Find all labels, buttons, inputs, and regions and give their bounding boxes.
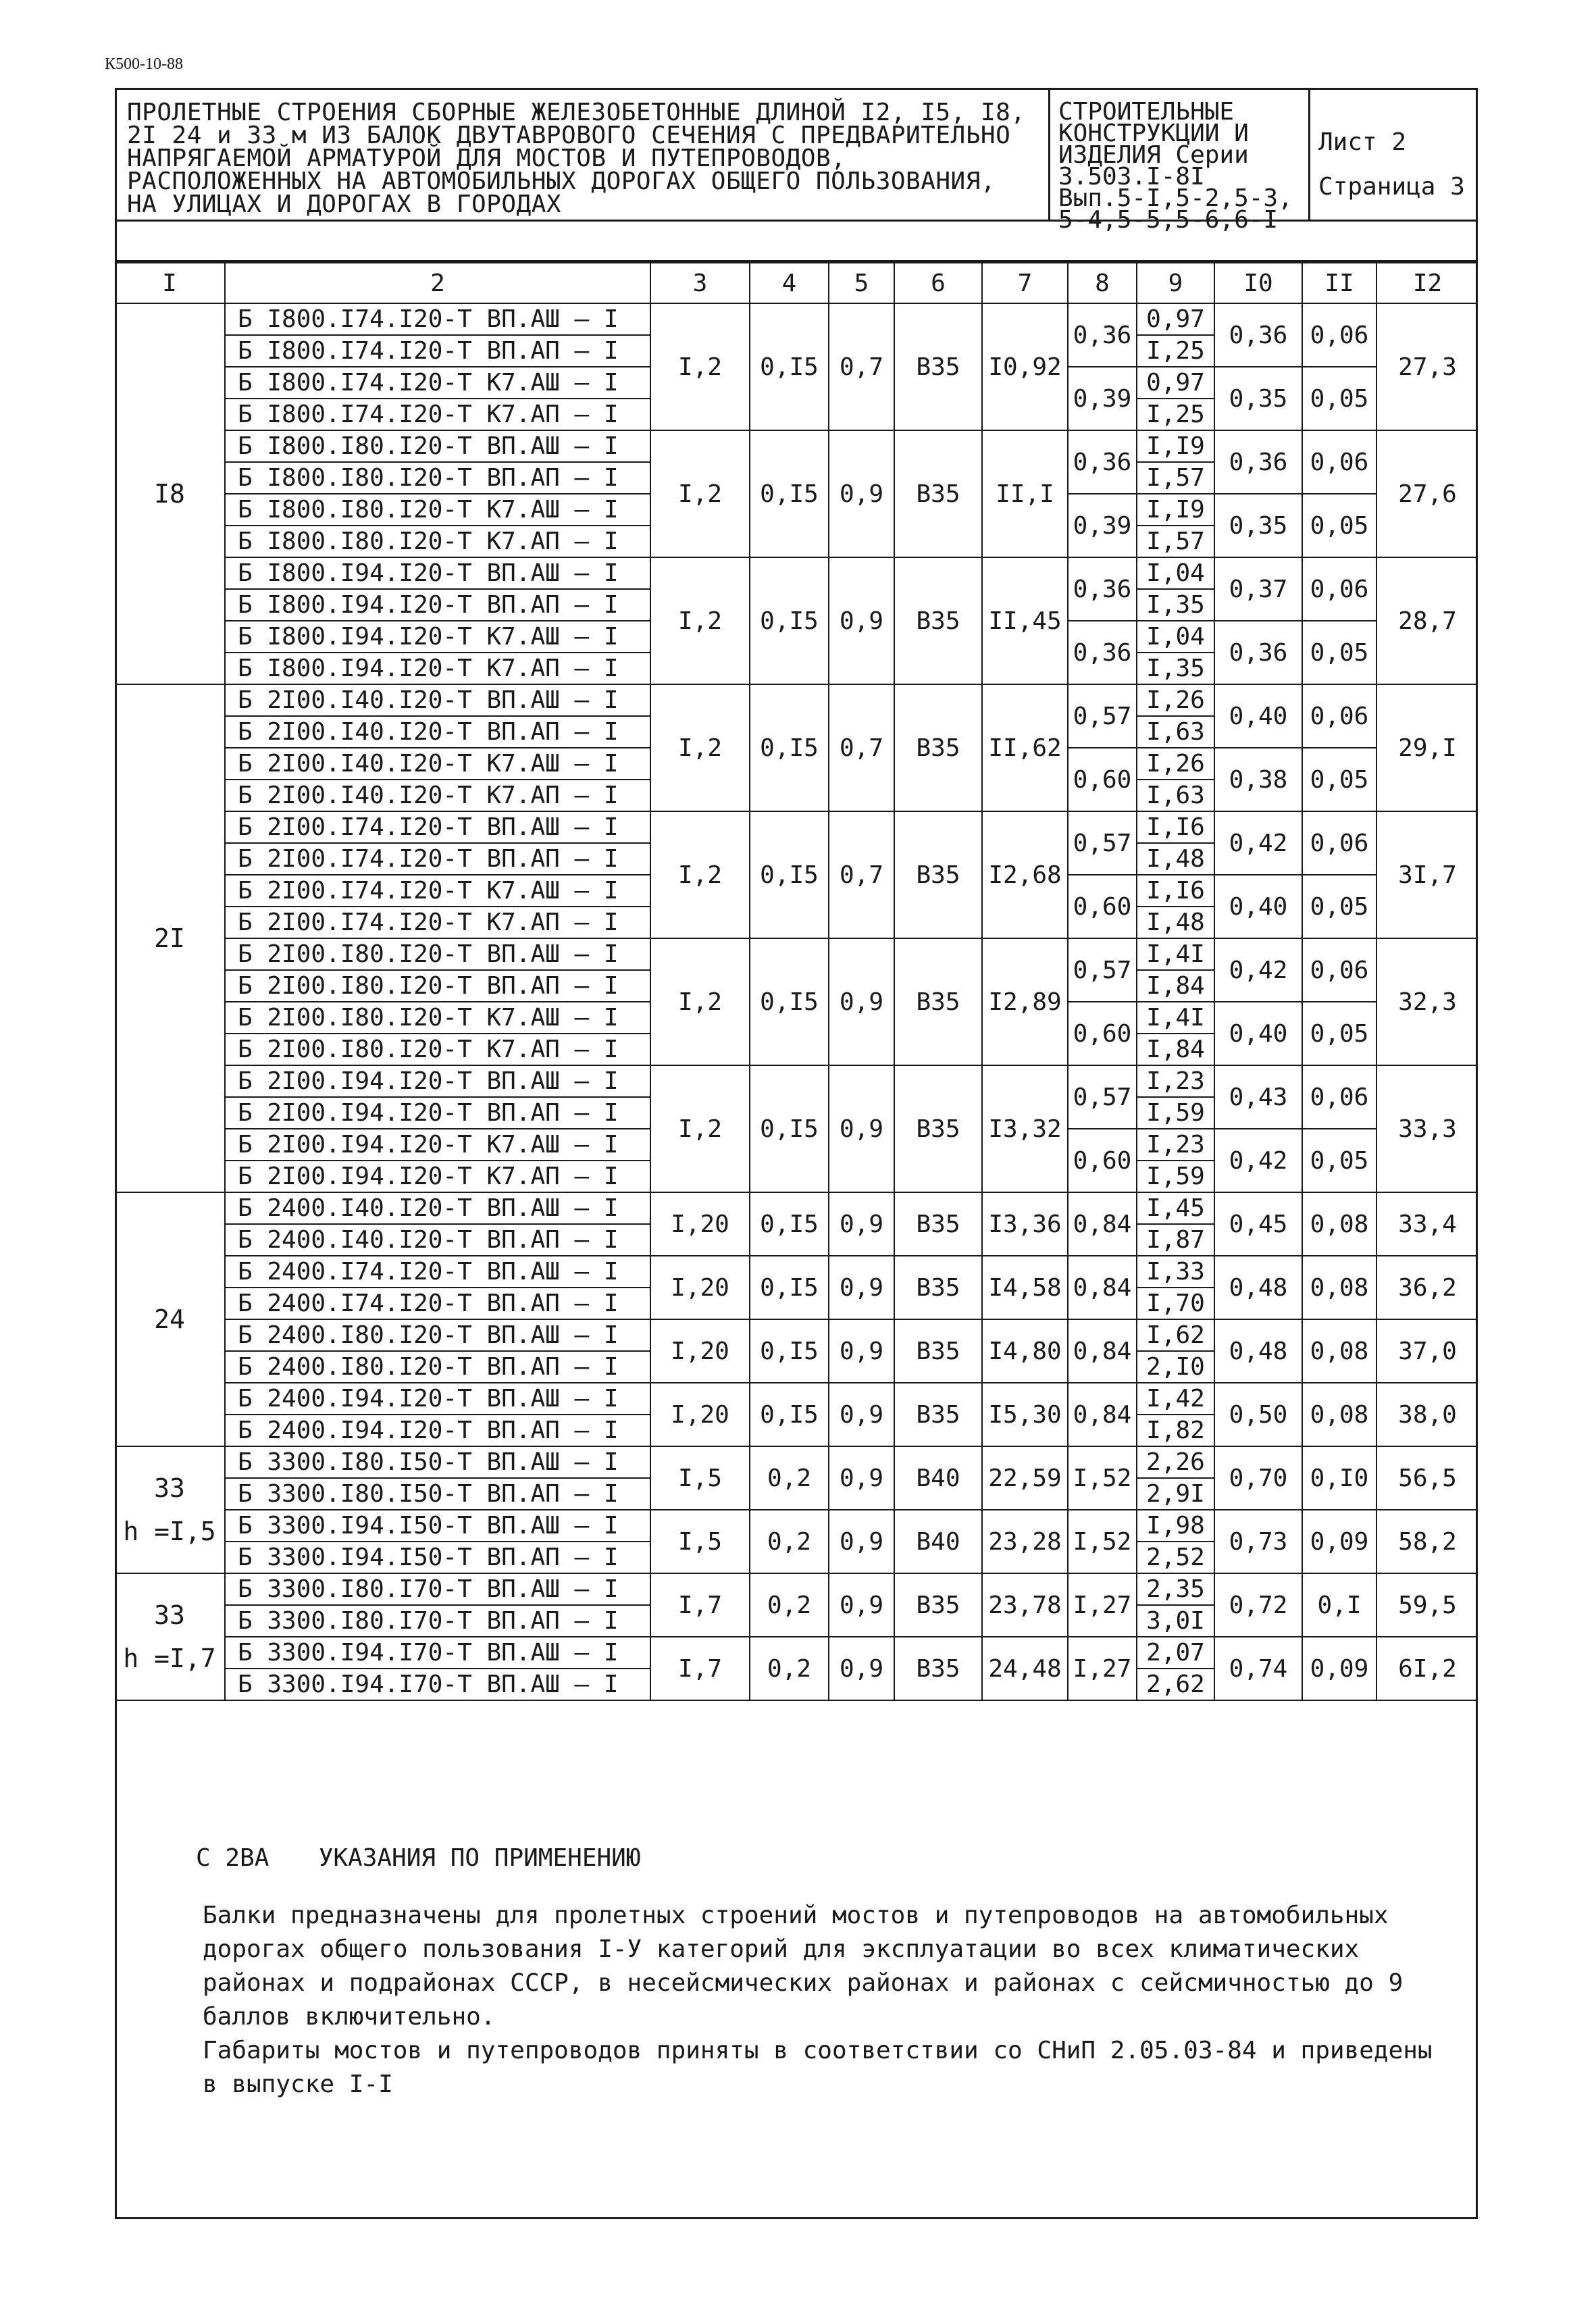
cell-concrete-class: В35 <box>894 303 982 430</box>
cell-concrete-class: В40 <box>894 1510 982 1573</box>
cell-col-9: I,35 <box>1137 653 1214 684</box>
cell-col-9: I,I6 <box>1137 811 1214 843</box>
cell-col-7: I0,92 <box>982 303 1068 430</box>
cell-col-9: I,04 <box>1137 557 1214 589</box>
beam-mark: Б 2400.I94.I20-Т ВП.АШ – I <box>225 1383 650 1415</box>
beam-mark: Б 3300.I94.I50-Т ВП.АП – I <box>225 1542 650 1573</box>
table-row <box>115 684 1478 716</box>
cell-col-3: I,2 <box>650 303 750 430</box>
cell-col-8: 0,84 <box>1068 1192 1137 1256</box>
cell-col-7: 23,28 <box>982 1510 1068 1573</box>
cell-col-10: 0,48 <box>1214 1256 1302 1319</box>
beam-mark: Б 2I00.I74.I20-Т ВП.АШ – I <box>225 811 650 843</box>
cell-col-9: 2,I0 <box>1137 1351 1214 1383</box>
span-group-label <box>115 1192 225 1446</box>
cell-col-12: 38,0 <box>1376 1383 1478 1446</box>
cell-col-9: I,35 <box>1137 589 1214 621</box>
beam-mark: Б 3300.I94.I70-Т ВП.АШ – I <box>225 1669 650 1700</box>
cell-col-12: 56,5 <box>1376 1446 1478 1510</box>
cell-col-8: 0,60 <box>1068 875 1137 938</box>
cell-col-12: 3I,7 <box>1376 811 1478 938</box>
column-header: 3 <box>650 263 750 303</box>
cell-col-3: I,2 <box>650 938 750 1065</box>
cell-col-12: 37,0 <box>1376 1319 1478 1383</box>
cell-col-8: 0,57 <box>1068 1065 1137 1129</box>
cell-col-10: 0,42 <box>1214 938 1302 1002</box>
cell-col-8: 0,57 <box>1068 938 1137 1002</box>
cell-col-4: 0,I5 <box>750 1319 829 1383</box>
notes-heading: УКАЗАНИЯ ПО ПРИМЕНЕНИЮ <box>318 1844 641 1872</box>
table-row <box>115 938 1478 970</box>
cell-col-12: 36,2 <box>1376 1256 1478 1319</box>
cell-col-3: I,2 <box>650 557 750 684</box>
cell-col-4: 0,I5 <box>750 811 829 938</box>
beam-mark: Б 2I00.I80.I20-Т ВП.АП – I <box>225 970 650 1002</box>
cell-col-5: 0,9 <box>829 1192 894 1256</box>
cell-col-12: 27,6 <box>1376 430 1478 557</box>
beam-mark: Б 3300.I80.I70-Т ВП.АШ – I <box>225 1573 650 1605</box>
table-row <box>115 1510 1478 1542</box>
cell-col-9: I,26 <box>1137 748 1214 780</box>
cell-col-9: I,25 <box>1137 399 1214 430</box>
cell-col-3: I,2 <box>650 1065 750 1192</box>
cell-col-9: I,04 <box>1137 621 1214 653</box>
cell-col-11: 0,06 <box>1302 684 1376 748</box>
cell-col-4: 0,2 <box>750 1510 829 1573</box>
column-header: II <box>1302 263 1376 303</box>
cell-col-8: I,27 <box>1068 1573 1137 1637</box>
cell-col-10: 0,40 <box>1214 875 1302 938</box>
cell-col-9: I,4I <box>1137 1002 1214 1034</box>
cell-col-7: I3,32 <box>982 1065 1068 1192</box>
cell-col-11: 0,08 <box>1302 1383 1376 1446</box>
table-row <box>115 811 1478 843</box>
beam-mark: Б I800.I74.I20-Т ВП.АП – I <box>225 335 650 367</box>
cell-col-9: I,82 <box>1137 1415 1214 1446</box>
cell-col-9: 0,97 <box>1137 303 1214 335</box>
cell-col-11: 0,06 <box>1302 938 1376 1002</box>
cell-col-10: 0,43 <box>1214 1065 1302 1129</box>
cell-col-9: 2,62 <box>1137 1669 1214 1700</box>
cell-col-9: I,57 <box>1137 526 1214 557</box>
cell-col-7: I3,36 <box>982 1192 1068 1256</box>
cell-col-11: 0,I0 <box>1302 1446 1376 1510</box>
cell-concrete-class: В35 <box>894 684 982 811</box>
cell-col-11: 0,06 <box>1302 303 1376 367</box>
beam-mark: Б I800.I94.I20-Т К7.АШ – I <box>225 621 650 653</box>
cell-col-5: 0,9 <box>829 938 894 1065</box>
cell-col-9: I,45 <box>1137 1192 1214 1224</box>
cell-col-8: I,27 <box>1068 1637 1137 1700</box>
span-length: 2I <box>154 923 185 953</box>
beam-mark: Б 2I00.I74.I20-Т ВП.АП – I <box>225 843 650 875</box>
beam-mark: Б 2400.I40.I20-Т ВП.АШ – I <box>225 1192 650 1224</box>
beam-mark: Б 3300.I94.I70-Т ВП.АШ – I <box>225 1637 650 1669</box>
table-row <box>115 557 1478 589</box>
cell-col-12: 33,3 <box>1376 1065 1478 1192</box>
beam-mark: Б 2I00.I40.I20-Т К7.АШ – I <box>225 748 650 780</box>
table-row <box>115 1446 1478 1478</box>
beam-mark: Б I800.I80.I20-Т К7.АШ – I <box>225 494 650 526</box>
cell-col-8: 0,36 <box>1068 303 1137 367</box>
table-row <box>115 1383 1478 1415</box>
cell-col-9: I,59 <box>1137 1097 1214 1129</box>
table-header <box>115 263 1478 303</box>
beam-mark: Б 2400.I74.I20-Т ВП.АП – I <box>225 1288 650 1319</box>
beam-mark: Б 2I00.I74.I20-Т К7.АП – I <box>225 907 650 938</box>
cell-col-4: 0,I5 <box>750 1383 829 1446</box>
cell-col-5: 0,7 <box>829 684 894 811</box>
cell-col-3: I,5 <box>650 1510 750 1573</box>
cell-col-5: 0,9 <box>829 1319 894 1383</box>
cell-col-11: 0,06 <box>1302 811 1376 875</box>
span-length: 33 <box>154 1473 185 1503</box>
cell-col-4: 0,I5 <box>750 557 829 684</box>
cell-col-11: 0,06 <box>1302 1065 1376 1129</box>
cell-col-11: 0,09 <box>1302 1637 1376 1700</box>
cell-col-8: 0,36 <box>1068 430 1137 494</box>
beam-mark: Б 3300.I80.I70-Т ВП.АП – I <box>225 1605 650 1637</box>
cell-col-5: 0,7 <box>829 303 894 430</box>
cell-col-10: 0,37 <box>1214 557 1302 621</box>
column-header: 4 <box>750 263 829 303</box>
cell-col-9: I,26 <box>1137 684 1214 716</box>
notes-heading-row <box>196 1844 1452 1872</box>
cell-col-12: 6I,2 <box>1376 1637 1478 1700</box>
cell-col-9: 2,52 <box>1137 1542 1214 1573</box>
cell-concrete-class: В35 <box>894 938 982 1065</box>
table-row <box>115 1637 1478 1669</box>
span-length: I8 <box>154 479 185 509</box>
cell-col-12: 33,4 <box>1376 1192 1478 1256</box>
cell-col-11: 0,08 <box>1302 1256 1376 1319</box>
cell-col-8: 0,84 <box>1068 1383 1137 1446</box>
beam-mark: Б I800.I94.I20-Т К7.АП – I <box>225 653 650 684</box>
cell-col-9: I,42 <box>1137 1383 1214 1415</box>
table-row <box>115 1256 1478 1288</box>
cell-col-4: 0,I5 <box>750 938 829 1065</box>
cell-col-12: 58,2 <box>1376 1510 1478 1573</box>
specification-table <box>115 262 1478 1701</box>
cell-col-3: I,5 <box>650 1446 750 1510</box>
cell-col-3: I,2 <box>650 684 750 811</box>
cell-col-9: I,57 <box>1137 462 1214 494</box>
cell-col-3: I,20 <box>650 1192 750 1256</box>
cell-col-9: I,4I <box>1137 938 1214 970</box>
beam-mark: Б 2I00.I94.I20-Т ВП.АШ – I <box>225 1065 650 1097</box>
cell-col-9: I,I9 <box>1137 430 1214 462</box>
beam-mark: Б 2I00.I74.I20-Т К7.АШ – I <box>225 875 650 907</box>
cell-col-7: I2,89 <box>982 938 1068 1065</box>
cell-col-9: 2,9I <box>1137 1478 1214 1510</box>
cell-col-10: 0,50 <box>1214 1383 1302 1446</box>
cell-col-4: 0,I5 <box>750 1192 829 1256</box>
cell-col-8: 0,39 <box>1068 494 1137 557</box>
cell-col-7: I2,68 <box>982 811 1068 938</box>
beam-height: h =I,7 <box>123 1644 216 1673</box>
beam-mark: Б I800.I94.I20-Т ВП.АШ – I <box>225 557 650 589</box>
cell-col-7: I4,58 <box>982 1256 1068 1319</box>
beam-height: h =I,5 <box>123 1517 216 1546</box>
cell-col-12: 29,I <box>1376 684 1478 811</box>
cell-col-9: I,23 <box>1137 1129 1214 1161</box>
cell-col-9: I,63 <box>1137 716 1214 748</box>
cell-col-10: 0,38 <box>1214 748 1302 811</box>
beam-mark: Б 2400.I40.I20-Т ВП.АП – I <box>225 1224 650 1256</box>
cell-col-8: 0,60 <box>1068 748 1137 811</box>
cell-concrete-class: В40 <box>894 1446 982 1510</box>
beam-mark: Б I800.I80.I20-Т ВП.АП – I <box>225 462 650 494</box>
cell-col-3: I,2 <box>650 430 750 557</box>
cell-col-9: 0,97 <box>1137 367 1214 399</box>
cell-col-5: 0,9 <box>829 1637 894 1700</box>
cell-col-9: I,59 <box>1137 1161 1214 1192</box>
page-number: Страница 3 <box>1318 173 1465 201</box>
cell-col-5: 0,9 <box>829 557 894 684</box>
cell-col-8: 0,57 <box>1068 684 1137 748</box>
cell-col-9: I,84 <box>1137 970 1214 1002</box>
cell-col-9: 2,26 <box>1137 1446 1214 1478</box>
cell-col-11: 0,05 <box>1302 748 1376 811</box>
span-length: 24 <box>154 1304 185 1334</box>
header-spacer <box>115 222 1478 262</box>
cell-col-11: 0,I <box>1302 1573 1376 1637</box>
beam-mark: Б I800.I94.I20-Т ВП.АП – I <box>225 589 650 621</box>
cell-col-4: 0,I5 <box>750 430 829 557</box>
beam-mark: Б 2400.I74.I20-Т ВП.АШ – I <box>225 1256 650 1288</box>
cell-col-9: 3,0I <box>1137 1605 1214 1637</box>
cell-concrete-class: В35 <box>894 1637 982 1700</box>
cell-col-3: I,2 <box>650 811 750 938</box>
cell-col-5: 0,9 <box>829 1510 894 1573</box>
beam-mark: Б 2I00.I80.I20-Т К7.АП – I <box>225 1034 650 1065</box>
cell-col-11: 0,05 <box>1302 367 1376 430</box>
series-info: СТРОИТЕЛЬНЫЕ КОНСТРУКЦИИ И ИЗДЕЛИЯ Серии 3.503.I-8I Вып.5-I,5-2,5-3, 5-4,5-5,5-6,6-I <box>1050 88 1310 220</box>
title-block <box>115 88 1478 234</box>
cell-col-5: 0,9 <box>829 1383 894 1446</box>
beam-mark: Б 2400.I94.I20-Т ВП.АП – I <box>225 1415 650 1446</box>
cell-col-8: I,52 <box>1068 1510 1137 1573</box>
cell-col-7: I5,30 <box>982 1383 1068 1446</box>
cell-col-7: I4,80 <box>982 1319 1068 1383</box>
cell-col-10: 0,73 <box>1214 1510 1302 1573</box>
cell-concrete-class: В35 <box>894 1065 982 1192</box>
document-code: К500-10-88 <box>105 55 183 73</box>
cell-col-5: 0,7 <box>829 811 894 938</box>
cell-col-4: 0,2 <box>750 1446 829 1510</box>
cell-col-11: 0,06 <box>1302 430 1376 494</box>
cell-concrete-class: В35 <box>894 1192 982 1256</box>
cell-col-9: I,84 <box>1137 1034 1214 1065</box>
cell-col-10: 0,42 <box>1214 811 1302 875</box>
sheet-info <box>1310 88 1478 220</box>
cell-col-10: 0,72 <box>1214 1573 1302 1637</box>
cell-col-4: 0,I5 <box>750 684 829 811</box>
cell-col-9: 2,35 <box>1137 1573 1214 1605</box>
beam-mark: Б 3300.I94.I50-Т ВП.АШ – I <box>225 1510 650 1542</box>
cell-col-9: I,62 <box>1137 1319 1214 1351</box>
table-row <box>115 1573 1478 1605</box>
cell-col-4: 0,2 <box>750 1637 829 1700</box>
cell-col-3: I,7 <box>650 1637 750 1700</box>
cell-col-5: 0,9 <box>829 1065 894 1192</box>
cell-col-12: 32,3 <box>1376 938 1478 1065</box>
beam-mark: Б I800.I80.I20-Т ВП.АШ – I <box>225 430 650 462</box>
notes-paragraph-1: Балки предназначены для пролетных строений мостов и путепроводов на автомобильных дорогах общего пользования I-У категорий для эксплуатации во всех климатических районах и подрайонах СССР, в несейсмических районах и районах с сейсмичностью до 9 баллов включительно. <box>203 1902 1404 2031</box>
column-header: I <box>115 263 225 303</box>
span-group-label <box>115 303 225 684</box>
cell-col-9: I,48 <box>1137 843 1214 875</box>
cell-col-4: 0,I5 <box>750 303 829 430</box>
cell-col-10: 0,35 <box>1214 367 1302 430</box>
cell-col-11: 0,05 <box>1302 1129 1376 1192</box>
cell-concrete-class: В35 <box>894 811 982 938</box>
cell-col-8: 0,39 <box>1068 367 1137 430</box>
beam-mark: Б I800.I74.I20-Т К7.АП – I <box>225 399 650 430</box>
cell-col-9: I,25 <box>1137 335 1214 367</box>
table-row <box>115 1065 1478 1097</box>
cell-col-10: 0,35 <box>1214 494 1302 557</box>
cell-col-11: 0,08 <box>1302 1319 1376 1383</box>
cell-col-11: 0,05 <box>1302 1002 1376 1065</box>
cell-col-7: II,62 <box>982 684 1068 811</box>
cell-col-9: I,I9 <box>1137 494 1214 526</box>
cell-col-11: 0,05 <box>1302 621 1376 684</box>
cell-col-3: I,7 <box>650 1573 750 1637</box>
cell-col-10: 0,48 <box>1214 1319 1302 1383</box>
cell-col-11: 0,05 <box>1302 494 1376 557</box>
cell-col-9: I,33 <box>1137 1256 1214 1288</box>
beam-mark: Б I800.I74.I20-Т ВП.АШ – I <box>225 303 650 335</box>
cell-col-5: 0,9 <box>829 1446 894 1510</box>
beam-mark: Б 2I00.I80.I20-Т ВП.АШ – I <box>225 938 650 970</box>
cell-col-8: 0,36 <box>1068 621 1137 684</box>
cell-col-11: 0,09 <box>1302 1510 1376 1573</box>
cell-concrete-class: В35 <box>894 1383 982 1446</box>
beam-mark: Б 2I00.I94.I20-Т ВП.АП – I <box>225 1097 650 1129</box>
cell-col-11: 0,08 <box>1302 1192 1376 1256</box>
document-title: ПРОЛЕТНЫЕ СТРОЕНИЯ СБОРНЫЕ ЖЕЛЕЗОБЕТОННЫЕ ДЛИНОЙ I2, I5, I8, 2I 24 и 33 м ИЗ БАЛОК ДВУТАВРОВОГО СЕЧЕНИЯ С ПРЕДВАРИТЕЛЬНО НАПРЯГАЕМОЙ АРМАТУРОЙ ДЛЯ МОСТОВ И ПУТЕПРОВОДОВ, РАСПОЛОЖЕННЫХ НА АВТОМОБИЛЬНЫХ ДОРОГАХ ОБЩЕГО ПОЛЬЗОВАНИЯ, НА УЛИЦАХ И ДОРОГАХ В ГОРОДАХ <box>115 88 1050 220</box>
span-group-label <box>115 1446 225 1573</box>
cell-col-8: 0,60 <box>1068 1129 1137 1192</box>
cell-col-10: 0,36 <box>1214 430 1302 494</box>
beam-mark: Б 2I00.I94.I20-Т К7.АП – I <box>225 1161 650 1192</box>
cell-concrete-class: В35 <box>894 1256 982 1319</box>
cell-col-12: 28,7 <box>1376 557 1478 684</box>
cell-col-9: I,23 <box>1137 1065 1214 1097</box>
column-header: 6 <box>894 263 982 303</box>
beam-mark: Б 2I00.I40.I20-Т ВП.АП – I <box>225 716 650 748</box>
beam-mark: Б 3300.I80.I50-Т ВП.АП – I <box>225 1478 650 1510</box>
beam-mark: Б 2400.I80.I20-Т ВП.АШ – I <box>225 1319 650 1351</box>
beam-mark: Б 2I00.I94.I20-Т К7.АШ – I <box>225 1129 650 1161</box>
span-group-label <box>115 684 225 1192</box>
cell-col-11: 0,05 <box>1302 875 1376 938</box>
cell-col-3: I,20 <box>650 1383 750 1446</box>
cell-col-5: 0,9 <box>829 1256 894 1319</box>
cell-concrete-class: В35 <box>894 1573 982 1637</box>
cell-col-7: II,I <box>982 430 1068 557</box>
cell-col-4: 0,I5 <box>750 1065 829 1192</box>
notes-paragraph-2: Габариты мостов и путепроводов приняты в соответствии со СНиП 2.05.03-84 и приведены в выпуске I-I <box>203 2037 1433 2098</box>
cell-col-8: 0,84 <box>1068 1256 1137 1319</box>
table-row <box>115 1192 1478 1224</box>
cell-col-10: 0,74 <box>1214 1637 1302 1700</box>
cell-col-5: 0,9 <box>829 430 894 557</box>
cell-col-10: 0,70 <box>1214 1446 1302 1510</box>
cell-col-8: I,52 <box>1068 1446 1137 1510</box>
cell-col-10: 0,36 <box>1214 303 1302 367</box>
cell-col-9: I,87 <box>1137 1224 1214 1256</box>
cell-col-7: II,45 <box>982 557 1068 684</box>
cell-col-12: 27,3 <box>1376 303 1478 430</box>
cell-col-4: 0,2 <box>750 1573 829 1637</box>
cell-col-12: 59,5 <box>1376 1573 1478 1637</box>
beam-mark: Б 3300.I80.I50-Т ВП.АШ – I <box>225 1446 650 1478</box>
cell-col-7: 22,59 <box>982 1446 1068 1510</box>
column-header: 8 <box>1068 263 1137 303</box>
cell-col-9: I,63 <box>1137 780 1214 811</box>
sheet-number: Лист 2 <box>1318 128 1407 156</box>
column-header: I0 <box>1214 263 1302 303</box>
cell-col-9: I,98 <box>1137 1510 1214 1542</box>
cell-col-9: I,48 <box>1137 907 1214 938</box>
cell-col-11: 0,06 <box>1302 557 1376 621</box>
cell-col-7: 23,78 <box>982 1573 1068 1637</box>
beam-mark: Б 2I00.I40.I20-Т К7.АП – I <box>225 780 650 811</box>
cell-col-3: I,20 <box>650 1319 750 1383</box>
column-header: 9 <box>1137 263 1214 303</box>
cell-col-7: 24,48 <box>982 1637 1068 1700</box>
cell-col-8: 0,60 <box>1068 1002 1137 1065</box>
column-header: I2 <box>1376 263 1478 303</box>
cell-col-9: I,I6 <box>1137 875 1214 907</box>
cell-col-4: 0,I5 <box>750 1256 829 1319</box>
cell-col-10: 0,45 <box>1214 1192 1302 1256</box>
cell-col-10: 0,40 <box>1214 1002 1302 1065</box>
span-length: 33 <box>154 1600 185 1630</box>
column-header: 7 <box>982 263 1068 303</box>
beam-mark: Б I800.I80.I20-Т К7.АП – I <box>225 526 650 557</box>
cell-concrete-class: В35 <box>894 430 982 557</box>
table-row <box>115 303 1478 335</box>
column-header: 5 <box>829 263 894 303</box>
cell-concrete-class: В35 <box>894 1319 982 1383</box>
table-row <box>115 430 1478 462</box>
beam-mark: Б 2I00.I80.I20-Т К7.АШ – I <box>225 1002 650 1034</box>
cell-col-8: 0,36 <box>1068 557 1137 621</box>
cell-col-9: 2,07 <box>1137 1637 1214 1669</box>
cell-concrete-class: В35 <box>894 557 982 684</box>
cell-col-10: 0,40 <box>1214 684 1302 748</box>
span-group-label <box>115 1573 225 1700</box>
cell-col-10: 0,36 <box>1214 621 1302 684</box>
beam-mark: Б 2I00.I40.I20-Т ВП.АШ – I <box>225 684 650 716</box>
cell-col-8: 0,84 <box>1068 1319 1137 1383</box>
cell-col-10: 0,42 <box>1214 1129 1302 1192</box>
cell-col-9: I,70 <box>1137 1288 1214 1319</box>
cell-col-8: 0,57 <box>1068 811 1137 875</box>
beam-mark: Б 2400.I80.I20-Т ВП.АП – I <box>225 1351 650 1383</box>
column-header: 2 <box>225 263 650 303</box>
table-row <box>115 1319 1478 1351</box>
notes-code: С 2ВА <box>196 1844 269 1872</box>
beam-mark: Б I800.I74.I20-Т К7.АШ – I <box>225 367 650 399</box>
usage-notes <box>196 1844 1452 2102</box>
cell-col-3: I,20 <box>650 1256 750 1319</box>
cell-col-5: 0,9 <box>829 1573 894 1637</box>
